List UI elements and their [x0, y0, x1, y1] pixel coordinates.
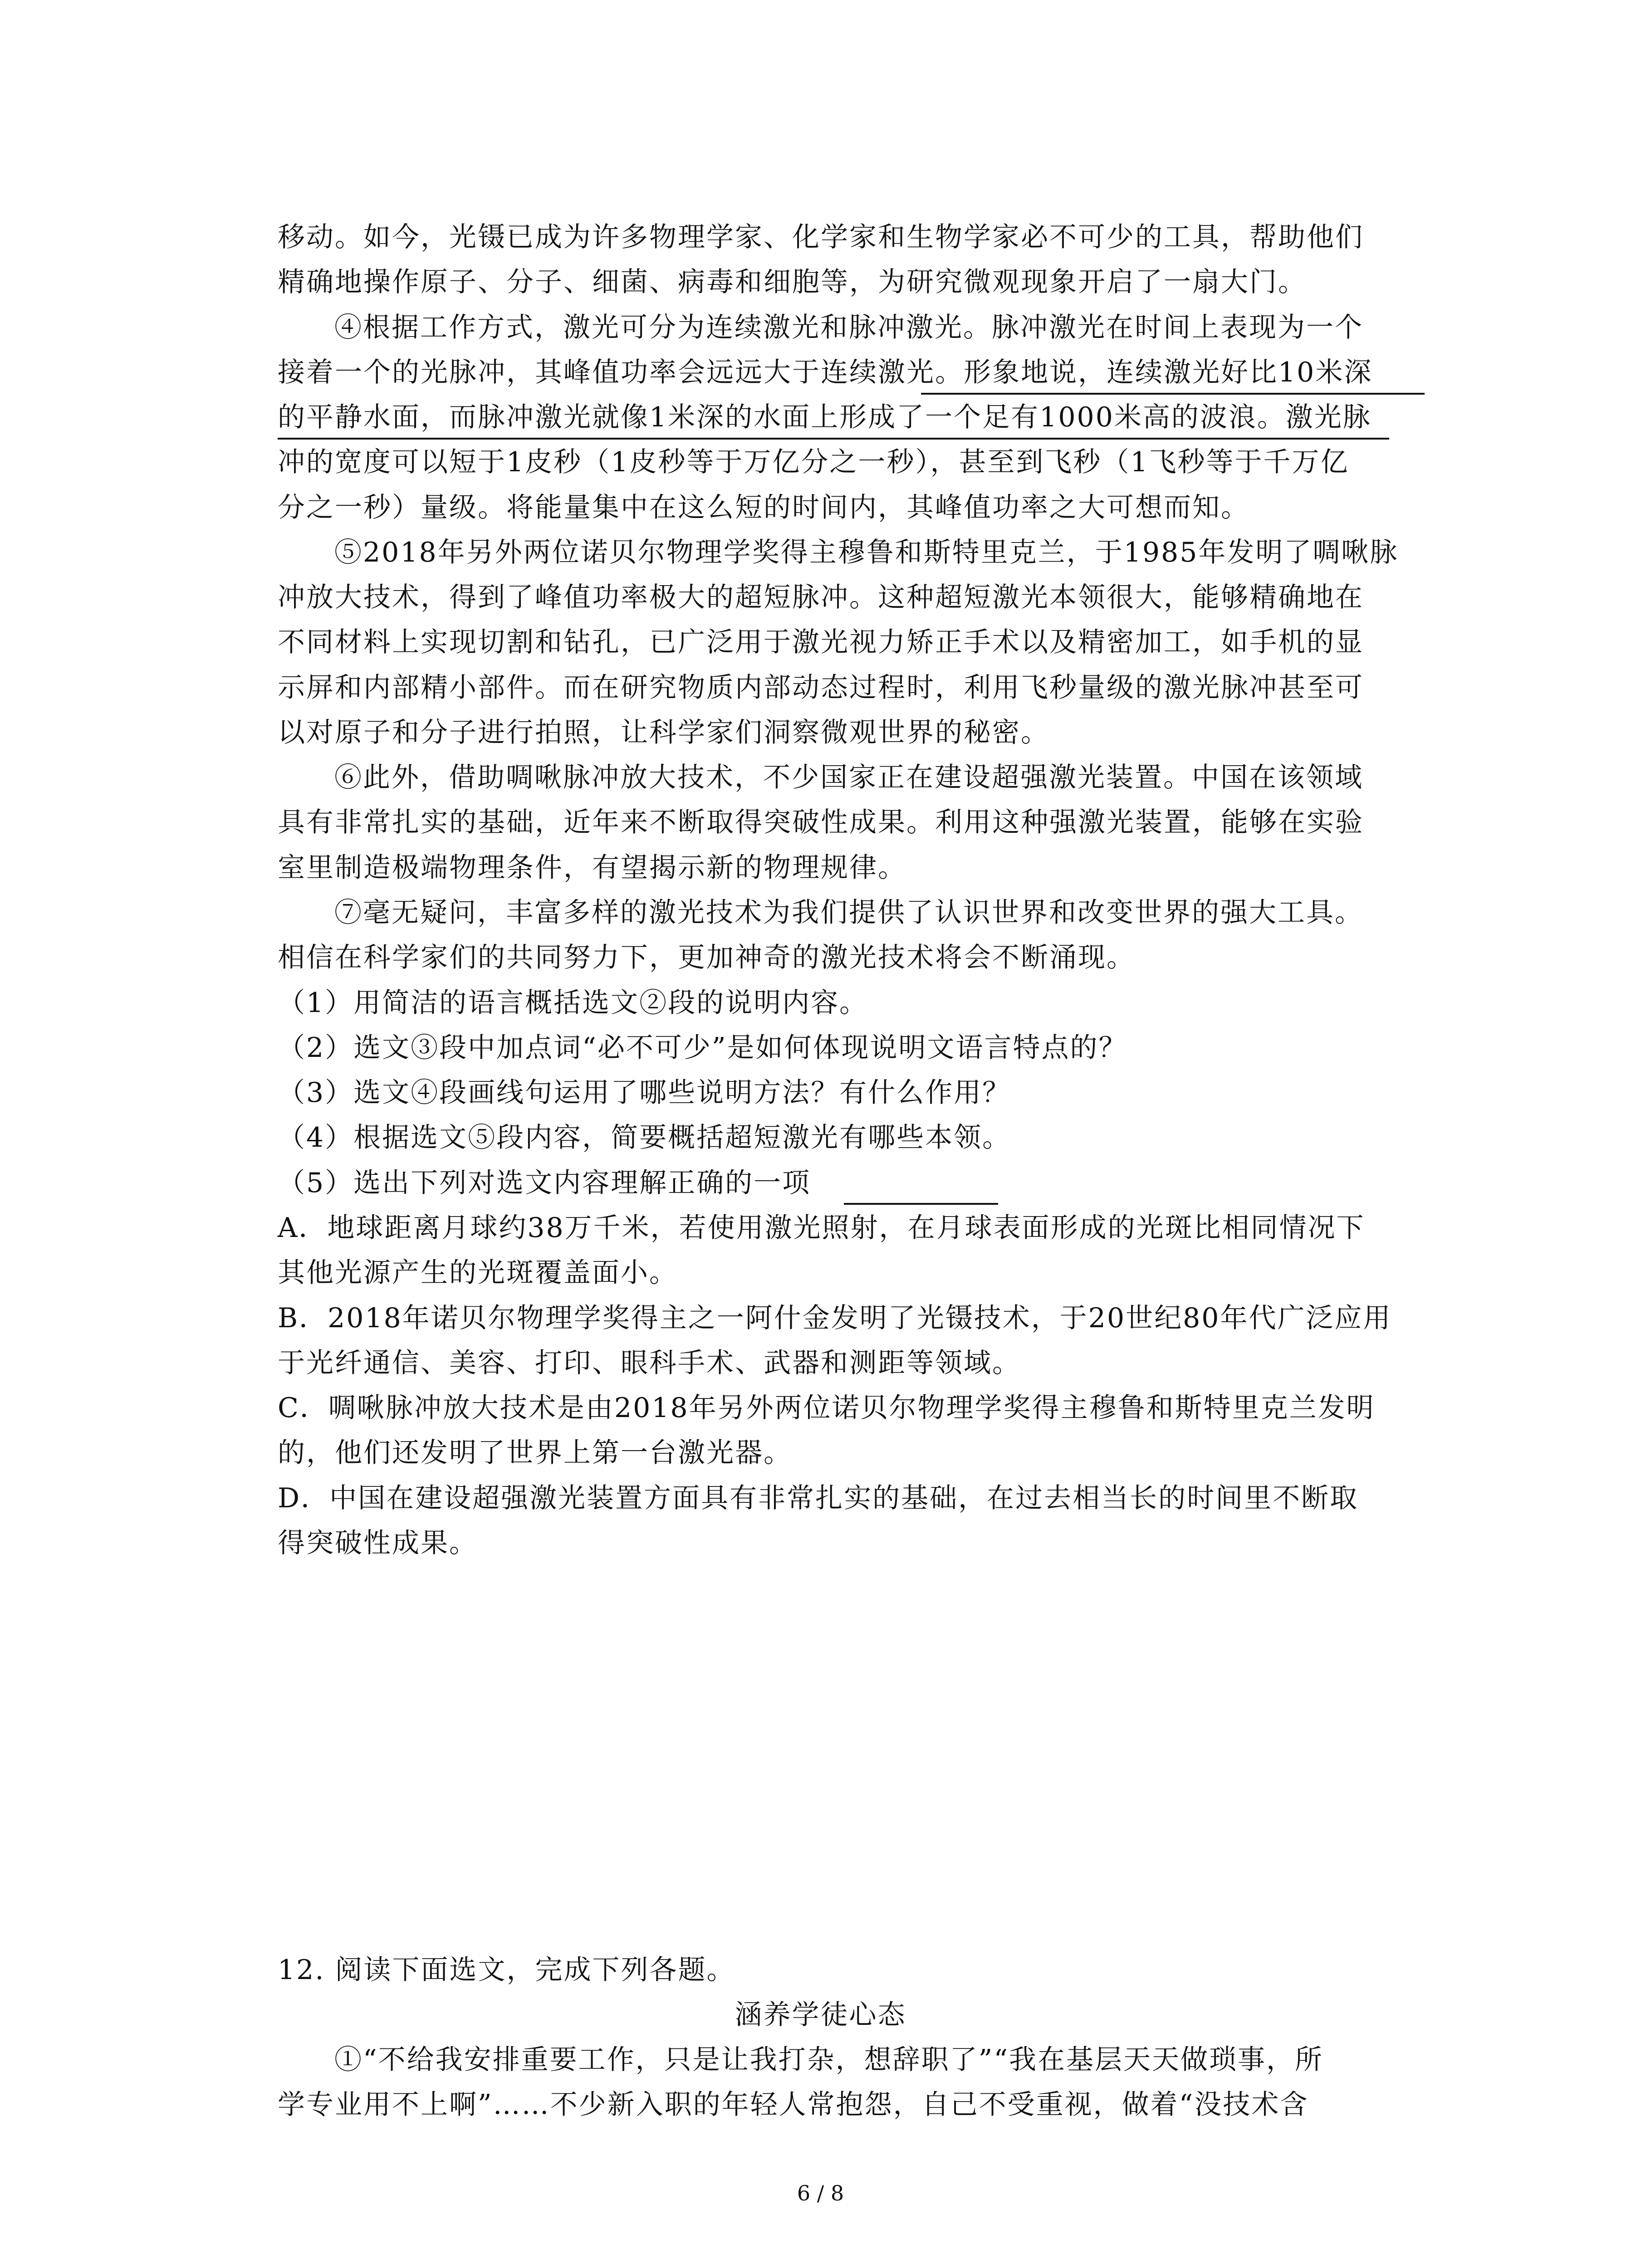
option-d-line-2: 得突破性成果。 [278, 1527, 478, 1559]
q12-title: 涵养学徒心态 [735, 1999, 906, 2031]
para5-line-2: 冲放大技术，得到了峰值功率极大的超短脉冲。这种超短激光本领很大，能够精确地在 [278, 582, 1364, 613]
para3-line-2: 精确地操作原子、分子、细菌、病毒和细胞等，为研究微观现象开启了一扇大门。 [278, 266, 1307, 298]
para7-line-2: 相信在科学家们的共同努力下，更加神奇的激光技术将会不断涌现。 [278, 942, 1135, 973]
para3-line-1: 移动。如今，光镊已成为许多物理学家、化学家和生物学家必不可少的工具，帮助他们 [278, 221, 1364, 253]
para5-line-5: 以对原子和分子进行拍照，让科学家们洞察微观世界的秘密。 [278, 717, 1049, 748]
para4-line-3 [278, 401, 1372, 433]
option-a-line-1: A．地球距离月球约38万千米，若使用激光照射，在月球表面形成的光斑比相同情况下 [278, 1212, 1365, 1244]
para4-line-2 [278, 359, 1372, 386]
underline-2 [278, 438, 1389, 440]
para6-line-3: 室里制造极端物理条件，有望揭示新的物理规律。 [278, 852, 906, 884]
option-b-line-2: 于光纤通信、美容、打印、眼科手术、武器和测距等领域。 [278, 1347, 1021, 1379]
option-b-line-1: B．2018年诺贝尔物理学奖得主之一阿什金发明了光镊技术，于20世纪80年代广泛应用 [278, 1302, 1392, 1334]
para4-line-1: ④根据工作方式，激光可分为连续激光和脉冲激光。脉冲激光在时间上表现为一个 [334, 312, 1363, 343]
page-number: 6 / 8 [797, 2181, 844, 2205]
para7-line-1: ⑦毫无疑问，丰富多样的激光技术为我们提供了认识世界和改变世界的强大工具。 [334, 897, 1363, 929]
question-1: （1）用简洁的语言概括选文②段的说明内容。 [278, 987, 868, 1019]
q12-line-1: ①“不给我安排重要工作，只是让我打杂，想辞职了”“我在基层天天做琐事，所 [334, 2044, 1324, 2076]
para6-line-2: 具有非常扎实的基础，近年来不断取得突破性成果。利用这种强激光装置，能够在实验 [278, 807, 1364, 838]
para5-line-4: 示屏和内部精小部件。而在研究物质内部动态过程时，利用飞秒量级的激光脉冲甚至可 [278, 672, 1364, 704]
q12-heading: 12. 阅读下面选文，完成下列各题。 [278, 1954, 735, 1986]
option-c-line-2: 的，他们还发明了世界上第一台激光器。 [278, 1437, 792, 1469]
para4-line-2-plain: 接着一个的光脉冲，其峰值功率会远远大于连续激光。形象地说， [278, 357, 1107, 388]
question-4: （4）根据选文⑤段内容，简要概括超短激光有哪些本领。 [278, 1122, 1011, 1154]
para5-line-1: ⑤2018年另外两位诺贝尔物理学奖得主穆鲁和斯特里克兰，于1985年发明了啁啾脉 [334, 537, 1399, 568]
question-2: （2）选文③段中加点词“必不可少”是如何体现说明文语言特点的？ [278, 1032, 1127, 1064]
underlined-sentence-part-2: 的平静水面，而脉冲激光就像1米深的水面上形成了一个足有1000米高的波浪。 [278, 401, 1286, 433]
q12-line-2: 学专业用不上啊”……不少新入职的年轻人常抱怨，自己不受重视，做着“没技术含 [278, 2089, 1309, 2121]
para5-line-3: 不同材料上实现切割和钻孔，已广泛用于激光视力矫正手术以及精密加工，如手机的显 [278, 626, 1364, 658]
para4-line-5: 分之一秒）量级。将能量集中在这么短的时间内，其峰值功率之大可想而知。 [278, 492, 1249, 523]
para6-line-1: ⑥此外，借助啁啾脉冲放大技术，不少国家正在建设超强激光装置。中国在该领域 [334, 762, 1363, 793]
option-d-line-1: D．中国在建设超强激光装置方面具有非常扎实的基础，在过去相当长的时间里不断取 [278, 1482, 1359, 1514]
option-a-line-2: 其他光源产生的光斑覆盖面小。 [278, 1257, 678, 1289]
para4-line-4: 冲的宽度可以短于1皮秒（1皮秒等于万亿分之一秒），甚至到飞秒（1飞秒等于千万亿 [278, 446, 1349, 478]
question-3: （3）选文④段画线句运用了哪些说明方法？有什么作用？ [278, 1077, 1011, 1109]
underline-1 [921, 393, 1425, 395]
underlined-sentence-part-1: 连续激光好比10米深 [1107, 357, 1373, 388]
option-c-line-1: C．啁啾脉冲放大技术是由2018年另外两位诺贝尔物理学奖得主穆鲁和斯特里克兰发明 [278, 1392, 1375, 1424]
para4-line-3-plain: 激光脉 [1285, 401, 1372, 433]
answer-blank[interactable] [844, 1203, 998, 1205]
question-5: （5）选出下列对选文内容理解正确的一项 [278, 1167, 811, 1199]
